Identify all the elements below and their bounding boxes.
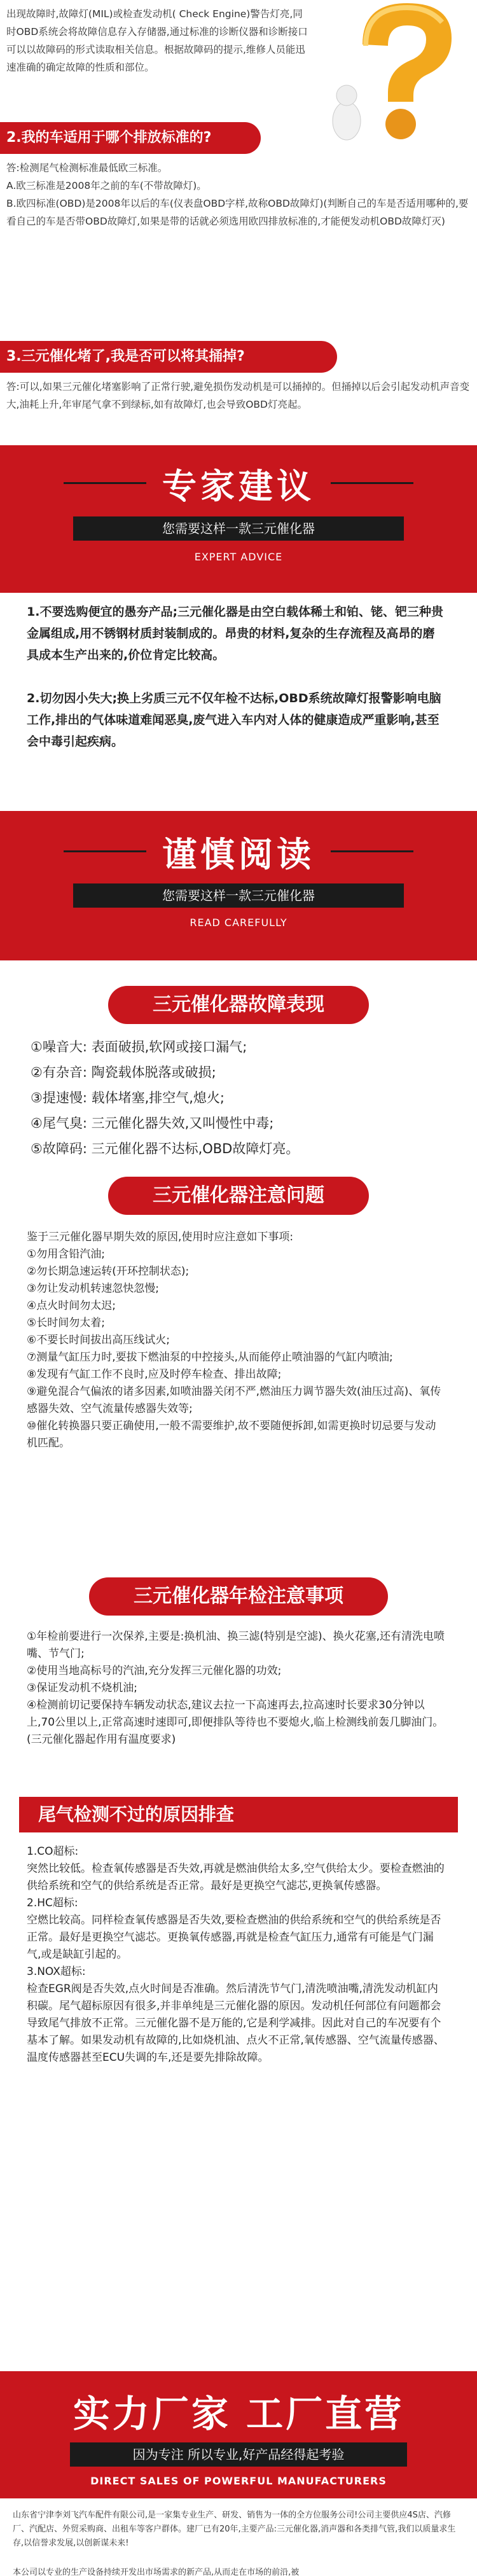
list-item: ⑤故障码: 三元催化器不达标,OBD故障灯亮。 [31,1141,300,1156]
list-item: ②有杂音: 陶瓷载体脱落或破损; [31,1065,216,1080]
list-item: ②使用当地高标号的汽油,充分发挥三元催化器的功效; [27,1665,282,1677]
faq-q3-title: 3.三元催化堵了,我是否可以将其捅掉? [0,341,337,373]
list-item: ③勿让发动机转速忽快忽慢; [27,1282,159,1295]
list-item: ⑥不要长时间拔出高压线试火; [27,1334,170,1347]
list-item: ④尾气臭: 三元催化器失效,又叫慢性中毒; [31,1116,274,1131]
annual-list [27,1628,446,1748]
list-item: ⑤长时间勿太着; [27,1317,105,1329]
list-item: ⑦测量气缸压力时,要拔下燃油泵的中控接头,从而能停止喷油器的气缸内喷油; [27,1351,393,1364]
annual-title: 三元催化器年检注意事项 [89,1577,388,1616]
reason-nox-title: 3.NOX超标: [27,1965,86,1978]
read-carefully-banner [0,811,477,960]
list-item: ③提速慢: 载体堵塞,排空气,熄火; [31,1090,225,1105]
faults-list [31,1034,450,1161]
faq-q2-line: B.欧四标准(OBD)是2008年以后的车(仪表盘OBD字样,故称OBD故障灯)(判断自己的车是否适用哪种的,要看自己的车是否带OBD故障灯,如果是带的话就必须选用欧四排放标准的,才能便发动机OBD故障灯灭) [6,198,469,227]
factory-subtitle: 因为专注 所以专业,好产品经得起考验 [70,2442,407,2467]
faults-title: 三元催化器故障表现 [108,986,369,1024]
list-item: ①勿用含铅汽油; [27,1248,105,1261]
reasons-body [27,1843,446,2067]
list-item: ①年检前要进行一次保养,主要是:换机油、换三滤(特别是空滤)、换火花塞,还有清洗电喷嘴、节气门; [27,1630,445,1660]
list-item: ⑨避免混合气偏浓的诸多因素,如喷油器关闭不严,燃油压力调节器失效(油压过高)、氧传感器失效、空气流量传感器失效等; [27,1385,441,1415]
faq-intro-text: 出现故障时,故障灯(MIL)或检查发动机( Check Engine)警告灯亮,同时OBD系统会将故障信息存入存储器,通过标准的诊断仪器和诊断接口可以以故障码的形式读取相关信息。根据故障码的提示,维修人员能迅速准确的确定故障的性质和部位。 [6,8,308,73]
expert-body [0,595,477,805]
expert-point-1: 1.不要选购便宜的愚夯产品;三元催化器是由空白载体稀土和铂、铑、钯三种贵金属组成,用不锈钢材质封装制成的。昂贵的材料,复杂的生存流程及高昂的磨具成本生产出来的,价位肯定比较高。 [27,605,444,662]
reason-hc-text: 空燃比较高。同样检查氧传感器是否失效,要检查燃油的供给系统和空气的供给系统是否正常。最好是更换空气滤芯。更换氧传感器,再就是检查气缸压力,通常有可能是气门漏气,或是缺缸引起的。 [27,1914,441,1961]
expert-advice-banner [0,445,477,593]
company-section [0,2506,477,2576]
reason-nox-text: 检查EGR阀是否失效,点火时间是否准确。然后清洗节气门,清洗喷油嘴,清洗发动机缸内积碳。尾气超标原因有很多,并非单纯是三元催化器的原因。发动机任何部位有问题都会导致尾气排放不正常。三元催化器不是万能的,它是利学减排。因此对自己的车况要有个基本了解。如果发动机有故障的,比如烧机油、点火不正常,氧传感器、空气流量传感器、温度传感器甚至ECU失调的车,还是要先排除故障。 [27,1983,445,2064]
reasons-title: 尾气检测不过的原因排查 [19,1797,458,1832]
expert-subtitle: 您需要这样一款三元催化器 [73,516,404,541]
faq-q3-text: 答:可以,如果三元催化堵塞影响了正常行驶,避免损伤发动机是可以捅掉的。但捅掉以后会引起发动机声音变大,油耗上升,年审尾气拿不到绿标,如有故障灯,也会导致OBD灯亮起。 [6,381,470,410]
faq-q3-body [0,378,477,413]
notice-title: 三元催化器注意问题 [108,1177,369,1215]
company-text: 山东省宁津李刘飞汽车配件有限公司,是一家集专业生产、研发、销售为一体的全方位服务公司!公司主要供应4S店、汽修厂、汽配店、外贸采购商、出租车等客户群体。建厂已有20年,主要产品:三元催化器,消声器和各类排气管,我们以质量求生存,以信誉求发展,以创新谋未来! [13,2510,456,2548]
careful-en: READ CAREFULLY [190,917,287,929]
company-bottom-text: 本公司以专业的生产设备持续开发出市场需求的新产品,从而走在市场的前沿,被 [13,2568,300,2576]
faq-q2-line: 答:检测尾气检测标准最低欧三标准。 [6,162,168,174]
reason-co-text: 突然比较低。检查氧传感器是否失效,再就是燃油供给太多,空气供给太少。要检查燃油的供给系统和空气的供给系统是否正常。最好是更换空气滤芯,更换氧传感器。 [27,1862,445,1892]
careful-title: 谨慎阅读 [162,834,315,875]
list-item: ②勿长期急速运转(开环控制状态); [27,1265,190,1278]
question-mark-illustration-icon [318,0,477,148]
expert-point-2: 2.切勿因小失大;换上劣质三元不仅年检不达标,OBD系统故障灯报警影响电脑工作,排出的气体味道难闻恶臭,废气进入车内对人体的健康造成严重影响,甚至会中毒引起疾病。 [27,691,441,749]
reason-co-title: 1.CO超标: [27,1845,79,1858]
list-item: ④点火时间勿太迟; [27,1299,116,1312]
list-item: ③保证发动机不烧机油; [27,1682,137,1694]
notice-intro: 鉴于三元催化器早期失效的原因,使用时应注意如下事项: [27,1231,294,1243]
notice-list [27,1229,446,1452]
list-item: ④检测前切记要保持车辆发动状态,建议去拉一下高速再去,拉高速时长要求30分钟以上,70公里以上,正常高速时速即可,即便排队等待也不要熄火,临上检测线前轰几脚油门。(三元催化器起作用有温度要求) [27,1699,444,1746]
factory-en: DIRECT SALES OF POWERFUL MANUFACTURERS [90,2475,387,2487]
factory-banner [0,2371,477,2498]
expert-title: 专家建议 [162,466,315,506]
expert-en: EXPERT ADVICE [194,551,283,563]
careful-subtitle: 您需要这样一款三元催化器 [73,883,404,908]
list-item: ①噪音大: 表面破损,软网或接口漏气; [31,1039,247,1055]
faq-q2-body [0,159,477,230]
list-item: ⑧发现有气缸工作不良时,应及时停车检查、排出故障; [27,1368,282,1381]
factory-title: 实力厂家 工厂直营 [73,2392,404,2435]
list-item: ⑩催化转换器只要正确使用,一般不需要维护,故不要随便拆卸,如需更换时切忌要与发动机匹配。 [27,1420,436,1450]
faq-q2-line: A.欧三标准是2008年之前的车(不带故障灯)。 [6,180,207,191]
faq-q2-title: 2.我的车适用于哪个排放标准的? [0,122,261,154]
reason-hc-title: 2.HC超标: [27,1897,78,1909]
